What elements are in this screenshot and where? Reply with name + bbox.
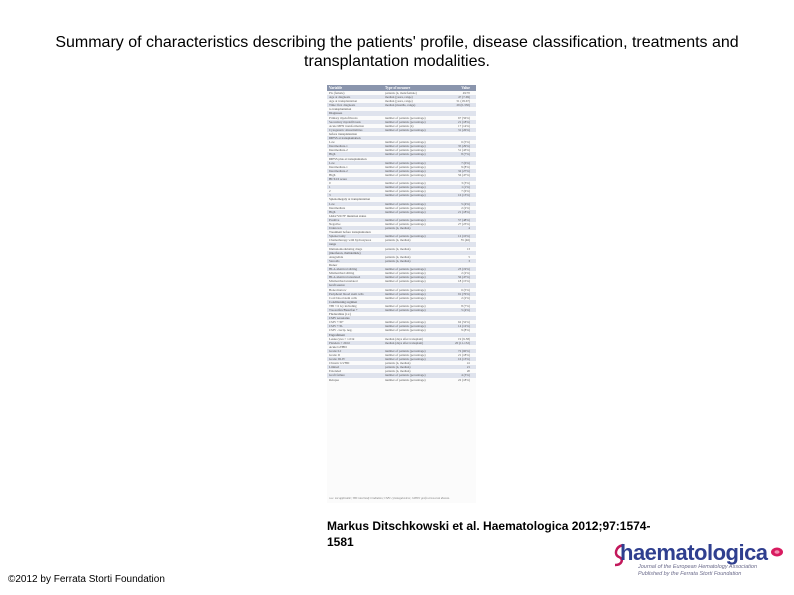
table-cell-variable: Grade 0-I	[329, 348, 342, 353]
table-cell-variable: Intermediate-2	[329, 168, 348, 173]
table-cell-type: number of patients (percentage)	[385, 291, 426, 296]
table-cell-variable: before transplantation	[329, 131, 357, 136]
table-cell-variable: Grade II	[329, 353, 340, 357]
table-cell-value: 32 (27%)	[458, 168, 470, 173]
table-cell-variable: Treosulfan/Busulfan +	[329, 307, 358, 312]
table-cell-variable: Mismatched unrelated	[329, 279, 358, 284]
table-cell-type: number of patients (percentage)	[385, 160, 426, 165]
table-cell-value: 29 (0-330)	[456, 103, 470, 108]
table-cell-variable: Age at transplantation	[329, 99, 358, 104]
table-cell-value: 4 (3%)	[461, 373, 470, 378]
table-cell-value: 14 (12%)	[458, 324, 470, 329]
table-cell-value: 9 (8%)	[461, 164, 470, 169]
table-cell-value: 16 (13%)	[458, 357, 470, 362]
table-row	[327, 378, 476, 382]
table-cell-variable: CMV +/D+	[329, 320, 344, 325]
table-cell-variable: 3	[329, 193, 331, 198]
table-cell-variable: 1	[329, 185, 331, 190]
table-cell-variable: CMV -/recip. neg.	[329, 328, 353, 333]
table-cell-value: 20 (11-152)	[454, 340, 470, 345]
citation: Markus Ditschkowski et al. Haematologica 2012;97:1574-1581	[327, 519, 651, 549]
table-cell-type: median (days after transplant)	[385, 336, 424, 341]
table-cell-variable: Cord blood stem cells	[329, 295, 357, 300]
table-cell-value: 2 (2%)	[461, 271, 470, 276]
table-cell-value: 5 (4%)	[461, 201, 470, 206]
table-cell-variable: Leukocytes > 1.0/nl	[329, 336, 355, 341]
table-cell-type: number of patients (percentage)	[385, 189, 426, 194]
table-cell-variable: Secondary myelofibrosis	[329, 119, 361, 124]
table-cell-variable: Peripheral blood stem cells	[329, 291, 364, 296]
table-cell-variable: Limited	[329, 365, 340, 370]
table-header-type: Type of measure	[385, 85, 411, 90]
summary-table-image	[327, 85, 476, 503]
table-cell-value: 18 (15%)	[458, 279, 470, 284]
logo-subtitle-line1: Journal of the European Hematology Association	[638, 564, 758, 570]
table-cell-variable: JAK2 V617F mutation status	[329, 213, 367, 218]
table-cell-value: 4	[468, 226, 470, 231]
table-cell-value: 21 (18%)	[458, 353, 470, 357]
logo-wordmark: haematologica	[620, 540, 768, 565]
table-cell-value: 55 (46)	[460, 238, 470, 243]
table-cell-type: number of patients (percentage)	[385, 172, 426, 177]
table-cell-variable: DIPSS plus at transplantation	[329, 156, 367, 161]
table-cell-variable: range	[329, 242, 337, 247]
table-cell-type: number of patients (percentage)	[385, 234, 426, 239]
table-cell-type: patients (n, median)	[385, 365, 411, 370]
table-cell-value: 8 (7%)	[461, 152, 470, 157]
table-cell-value: 72 (60%)	[458, 348, 470, 353]
table-cell-value: 3	[468, 258, 470, 263]
table-cell-variable: 0	[329, 181, 331, 186]
logo-subtitle-line2: Published by the Ferrata Storti Foundation	[638, 571, 742, 577]
table-cell-type: number of patients (percentage)	[385, 115, 426, 120]
table-cell-variable: Immunomodulating drugs	[329, 246, 363, 251]
table-cell-type: number of patients (percentage)	[385, 295, 426, 300]
table-cell-type: number of patients (percentage)	[385, 271, 426, 276]
table-cell-value: 56 (47%)	[458, 275, 470, 280]
table-cell-variable: Splenectomy	[329, 234, 346, 239]
table-cell-variable: Donor	[329, 262, 338, 267]
table-cell-type: number of patients (percentage)	[385, 152, 426, 157]
table-cell-variable: Intermediate-2	[329, 148, 348, 153]
table-cell-variable: DIPSS at transplantation	[329, 136, 361, 141]
table-cell-variable: Conditioning regimen	[329, 299, 358, 304]
table-cell-variable: Chemotherapy with hydroxyurea	[329, 238, 372, 243]
table-cell-type: number of patients (percentage)	[385, 279, 426, 284]
table-cell-variable: High	[329, 209, 336, 214]
table-cell-value: 2 (2%)	[461, 205, 470, 210]
table-cell-value: 6 (5%)	[461, 287, 470, 292]
table-cell-type: number of patients (percentage)	[385, 267, 426, 272]
table-cell-value: 21 (18%)	[458, 209, 470, 214]
table-cell-variable: Chronic GVHD	[329, 361, 350, 366]
table-cell-variable: Platelets > 20/nl	[329, 340, 350, 345]
table-cell-value: 16 (13%)	[458, 193, 470, 198]
table-cell-variable: Intermediate-1	[329, 164, 348, 169]
table-cell-type: number of patients (percentage)	[385, 201, 426, 206]
table-cell-variable: CMV serostatus	[329, 316, 350, 321]
table-cell-value: 22 (18%)	[458, 377, 470, 382]
table-cell-type: median (years, range)	[385, 99, 413, 104]
table-cell-variable: Negative	[329, 222, 341, 226]
table-cell-value: 13	[466, 246, 470, 251]
table-cell-variable: Extended	[329, 369, 342, 374]
table-cell-value: 17 (14%)	[458, 123, 470, 128]
table-cell-value: 5 (4%)	[461, 307, 470, 312]
table-cell-type: patients (n, median)	[385, 238, 411, 243]
table-cell-value: 62 (52%)	[458, 320, 470, 325]
table-cell-variable: to transplantation	[329, 107, 352, 112]
table-cell-type: patients (n, median)	[385, 246, 411, 251]
table-cell-variable: Acute MPN transformation	[329, 123, 364, 128]
table-cell-value: 12 (10%)	[458, 234, 470, 239]
table-cell-type: number of patients (percentage)	[385, 222, 426, 226]
table-cell-variable: Bone marrow	[329, 287, 347, 292]
table-cell-variable: HLA-identical unrelated	[329, 275, 361, 280]
table-cell-variable: High	[329, 152, 336, 157]
table-cell-variable: Cytogenetic abnormalities	[329, 127, 363, 132]
table-cell-type: patients (n, median)	[385, 369, 411, 374]
table-cell-value: 5	[468, 254, 470, 259]
table-cell-value: 19 (9-58)	[458, 336, 470, 341]
table-cell-type: number of patients (percentage)	[385, 328, 426, 333]
table-header-value: Value	[461, 85, 470, 90]
table-cell-type: number of patients (percentage)	[385, 168, 426, 173]
table-cell-type: number of patients (percentage)	[385, 140, 426, 145]
logo-subtitle	[638, 564, 757, 578]
table-cell-type: number of patients (percentage)	[385, 119, 426, 124]
table-cell-value: 51 (18-67)	[456, 99, 470, 104]
table-cell-variable: Splenomegaly at transplantation	[329, 197, 371, 202]
table-cell-value: 35 (29%)	[458, 144, 470, 149]
table-cell-type: number of patients (percentage)	[385, 127, 426, 132]
table-footnote: n.a.: not applicable; TBI: total body irradiation; CMV: cytomegalovirus; GVHD: graft-versus-host disease.	[329, 496, 450, 500]
table-cell-variable: Low	[329, 201, 335, 206]
table-cell-variable: High	[329, 172, 336, 177]
table-cell-value: 8 (7%)	[461, 303, 470, 308]
table-cell-value: 21 (18%)	[458, 119, 470, 124]
table-cell-type: number of patients (percentage)	[385, 324, 426, 329]
table-cell-variable: Treatment before transplantation	[329, 230, 371, 235]
table-cell-value: 91 (76%)	[458, 291, 470, 296]
table-cell-type: number of patients (n)	[385, 123, 414, 128]
table-cell-type: patients (n, median)	[385, 254, 411, 259]
table-body	[327, 91, 476, 382]
table-cell-variable: Graft source	[329, 283, 345, 288]
table-cell-value: 20	[466, 369, 470, 374]
slide-title: Summary of characteristics describing the patients' profile, disease classification, treatments and transplantation modalities.	[55, 34, 739, 70]
table-cell-type: number of patients (percentage)	[385, 307, 426, 312]
table-cell-value: 47 (7-69)	[458, 95, 470, 100]
table-cell-type: median (months, range)	[385, 103, 416, 108]
table-cell-variable: HLA-identical sibling	[329, 267, 358, 272]
table-cell-type: patients (n, median)	[385, 258, 411, 263]
copyright-notice: ©2012 by Ferrata Storti Foundation	[8, 574, 165, 585]
table-cell-value: 21	[466, 365, 470, 370]
table-cell-type: number of patients (percentage)	[385, 287, 426, 292]
table-cell-variable: CMV +/D-	[329, 324, 344, 329]
table-cell-variable: Low	[329, 140, 335, 145]
table-cell-type: number of patients (percentage)	[385, 353, 426, 357]
table-cell-variable: Relapse	[329, 377, 340, 382]
table-cell-type: number of patients (percentage)	[385, 144, 426, 149]
table-cell-variable: Steroids	[329, 258, 340, 263]
table-cell-variable: Intermediate-1	[329, 144, 348, 149]
table-cell-type: number of patients (percentage)	[385, 209, 426, 214]
table-cell-variable: Mismatched sibling	[329, 271, 355, 276]
table-cell-variable: 2	[329, 189, 331, 194]
table-cell-variable: Time: first diagnosis	[329, 103, 356, 108]
table-cell-value: 56 (47%)	[458, 172, 470, 177]
table-cell-type: number of patients (percentage)	[385, 303, 426, 308]
table-cell-variable: Unknown	[329, 226, 342, 231]
haematologica-logo	[612, 540, 784, 580]
table-cell-value: 6 (5%)	[461, 140, 470, 145]
table-cell-variable: Pts (female)	[329, 91, 345, 95]
table-cell-variable: Engraftment	[329, 332, 345, 337]
table-cell-value: 41	[466, 361, 470, 366]
table-cell-type: median (years, range)	[385, 95, 413, 100]
table-cell-type: patients (n, male/female)	[385, 91, 417, 95]
table-cell-variable: Age at diagnosis	[329, 95, 351, 100]
table-cell-variable: Low	[329, 160, 335, 165]
table-cell-type: number of patients (percentage)	[385, 357, 426, 362]
table-header-variable: Variable	[329, 85, 343, 90]
table-cell-type: patients (n, median)	[385, 226, 411, 231]
table-cell-value: 27 (23%)	[458, 222, 470, 226]
table-cell-variable: HCT-CI score	[329, 176, 347, 181]
table-cell-value: 7 (6%)	[461, 160, 470, 165]
table-cell-value: 2 (2%)	[461, 295, 470, 300]
table-cell-type: number of patients (percentage)	[385, 217, 426, 222]
table-cell-value: 3 (3%)	[461, 181, 470, 186]
table-cell-variable: Fludarabine (i.v.)	[329, 312, 352, 317]
table-cell-type: number of patients (percentage)	[385, 275, 426, 280]
table-cell-variable: Grade III-IV	[329, 357, 346, 362]
table-cell-variable: Diagnoses	[329, 111, 343, 116]
table-cell-type: median (days after transplant)	[385, 340, 424, 345]
table-cell-variable: Intermediate	[329, 205, 346, 210]
table-cell-value: 57 (48%)	[458, 217, 470, 222]
table-cell-type: number of patients (percentage)	[385, 148, 426, 153]
table-cell-value: 31 (26%)	[458, 127, 470, 132]
table-cell-type: number of patients (percentage)	[385, 373, 426, 378]
table-cell-value: 23 (19%)	[458, 267, 470, 272]
table-cell-value: 49/70	[462, 91, 470, 95]
table-cell-value: 9 (8%)	[461, 328, 470, 333]
table-cell-type: number of patients (percentage)	[385, 185, 426, 190]
table-cell-value: 51 (43%)	[458, 148, 470, 153]
logo-blood-cell-icon	[770, 546, 784, 558]
table-cell-variable: Anagrelide	[329, 254, 344, 259]
table-cell-type: number of patients (percentage)	[385, 377, 426, 382]
table-cell-type: number of patients (percentage)	[385, 205, 426, 210]
table-cell-variable: (interferon, thalidomide)	[329, 250, 361, 255]
table-cell-type: number of patients (percentage)	[385, 320, 426, 325]
table-cell-variable: Primary myelofibrosis	[329, 115, 358, 120]
table-cell-type: number of patients (percentage)	[385, 181, 426, 186]
table-cell-variable: Positive	[329, 217, 340, 222]
table-cell-type: patients (n, median)	[385, 361, 411, 366]
table-cell-type: number of patients (percentage)	[385, 164, 426, 169]
table-cell-type: number of patients (percentage)	[385, 193, 426, 198]
table-cell-variable: TBI < 6 Gy including	[329, 303, 357, 308]
table-cell-value: 67 (56%)	[458, 115, 470, 120]
table-cell-value: 7 (6%)	[461, 189, 470, 194]
table-cell-variable: Acute GVHD	[329, 344, 347, 349]
table-cell-type: number of patients (percentage)	[385, 348, 426, 353]
table-cell-value: 1 (1%)	[461, 185, 470, 190]
table-cell-variable: Graft failure	[329, 373, 345, 378]
